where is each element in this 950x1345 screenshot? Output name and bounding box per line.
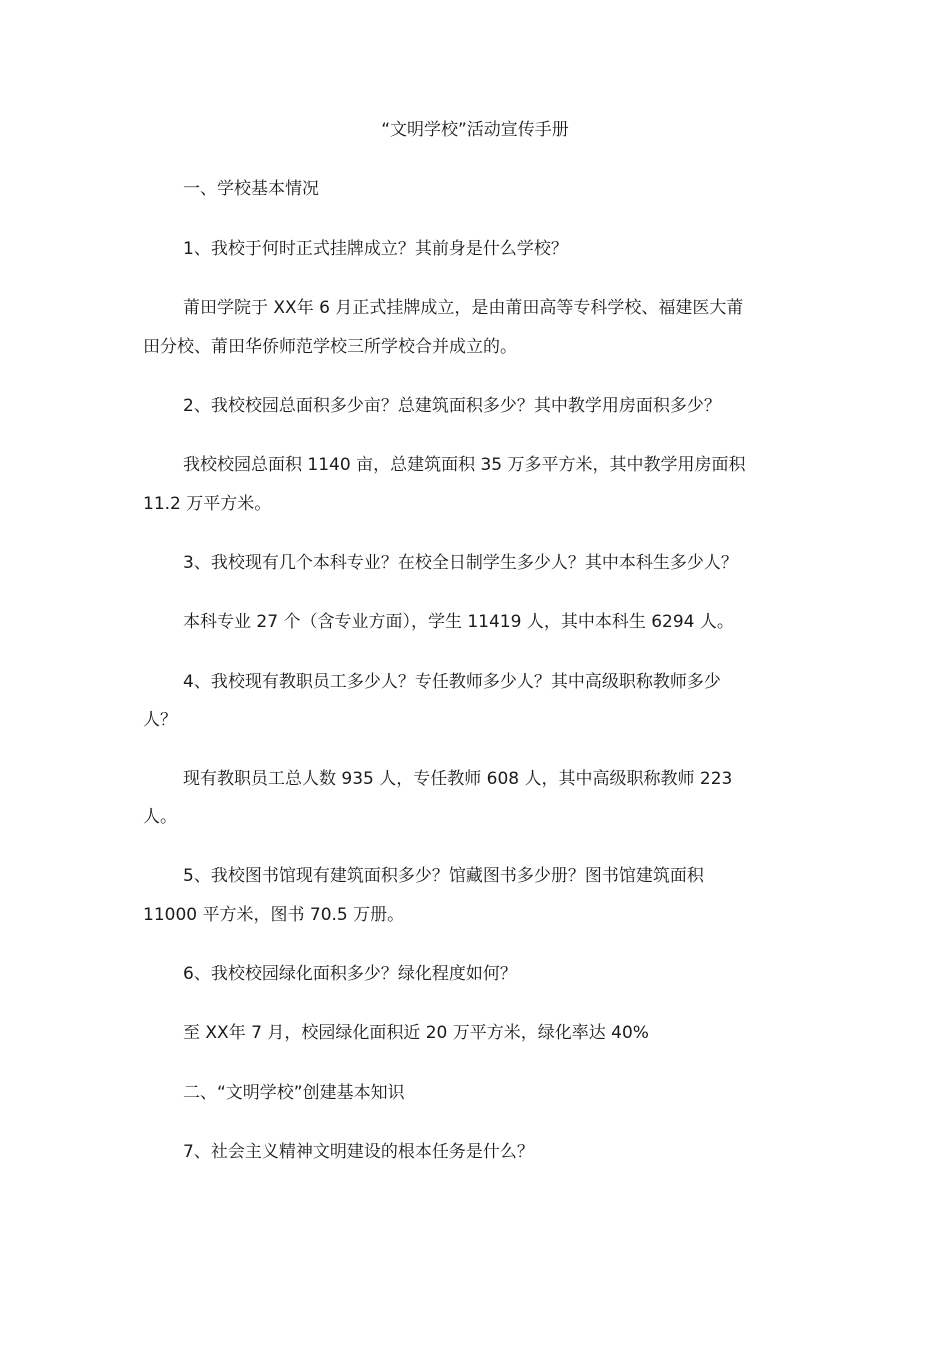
answer-2-line-2: 11.2 万平方米。 bbox=[143, 494, 272, 514]
answer-1-line-2: 田分校、莆田华侨师范学校三所学校合并成立的。 bbox=[143, 337, 517, 357]
section-heading-civilized-school: 二、“文明学校”创建基本知识 bbox=[183, 1083, 405, 1103]
section-heading-basic-info: 一、学校基本情况 bbox=[183, 179, 319, 199]
question-2: 2、我校校园总面积多少亩？总建筑面积多少？其中教学用房面积多少？ bbox=[183, 396, 721, 416]
answer-1-line-1: 莆田学院于 XX年 6 月正式挂牌成立，是由莆田高等专科学校、福建医大莆 bbox=[183, 298, 744, 318]
question-7: 7、社会主义精神文明建设的根本任务是什么？ bbox=[183, 1142, 534, 1162]
answer-4-line-2: 人。 bbox=[143, 807, 177, 827]
answer-3: 本科专业 27 个（含专业方面），学生 11419 人，其中本科生 6294 人。 bbox=[183, 612, 734, 632]
question-1: 1、我校于何时正式挂牌成立？其前身是什么学校？ bbox=[183, 239, 568, 259]
question-6: 6、我校校园绿化面积多少？绿化程度如何？ bbox=[183, 964, 517, 984]
answer-4-line-1: 现有教职员工总人数 935 人，专任教师 608 人，其中高级职称教师 223 bbox=[183, 769, 733, 789]
question-4-line-1: 4、我校现有教职员工多少人？专任教师多少人？其中高级职称教师多少 bbox=[183, 672, 721, 692]
question-4-line-2: 人？ bbox=[143, 710, 177, 730]
document-title: “文明学校”活动宣传手册 bbox=[381, 120, 569, 140]
answer-6: 至 XX年 7 月，校园绿化面积近 20 万平方米，绿化率达 40% bbox=[183, 1023, 649, 1043]
answer-2-line-1: 我校校园总面积 1140 亩，总建筑面积 35 万多平方米，其中教学用房面积 bbox=[183, 455, 746, 475]
question-5-line-1: 5、我校图书馆现有建筑面积多少？馆藏图书多少册？图书馆建筑面积 bbox=[183, 866, 704, 886]
question-5-line-2: 11000 平方米，图书 70.5 万册。 bbox=[143, 905, 405, 925]
question-3: 3、我校现有几个本科专业？在校全日制学生多少人？其中本科生多少人？ bbox=[183, 553, 738, 573]
